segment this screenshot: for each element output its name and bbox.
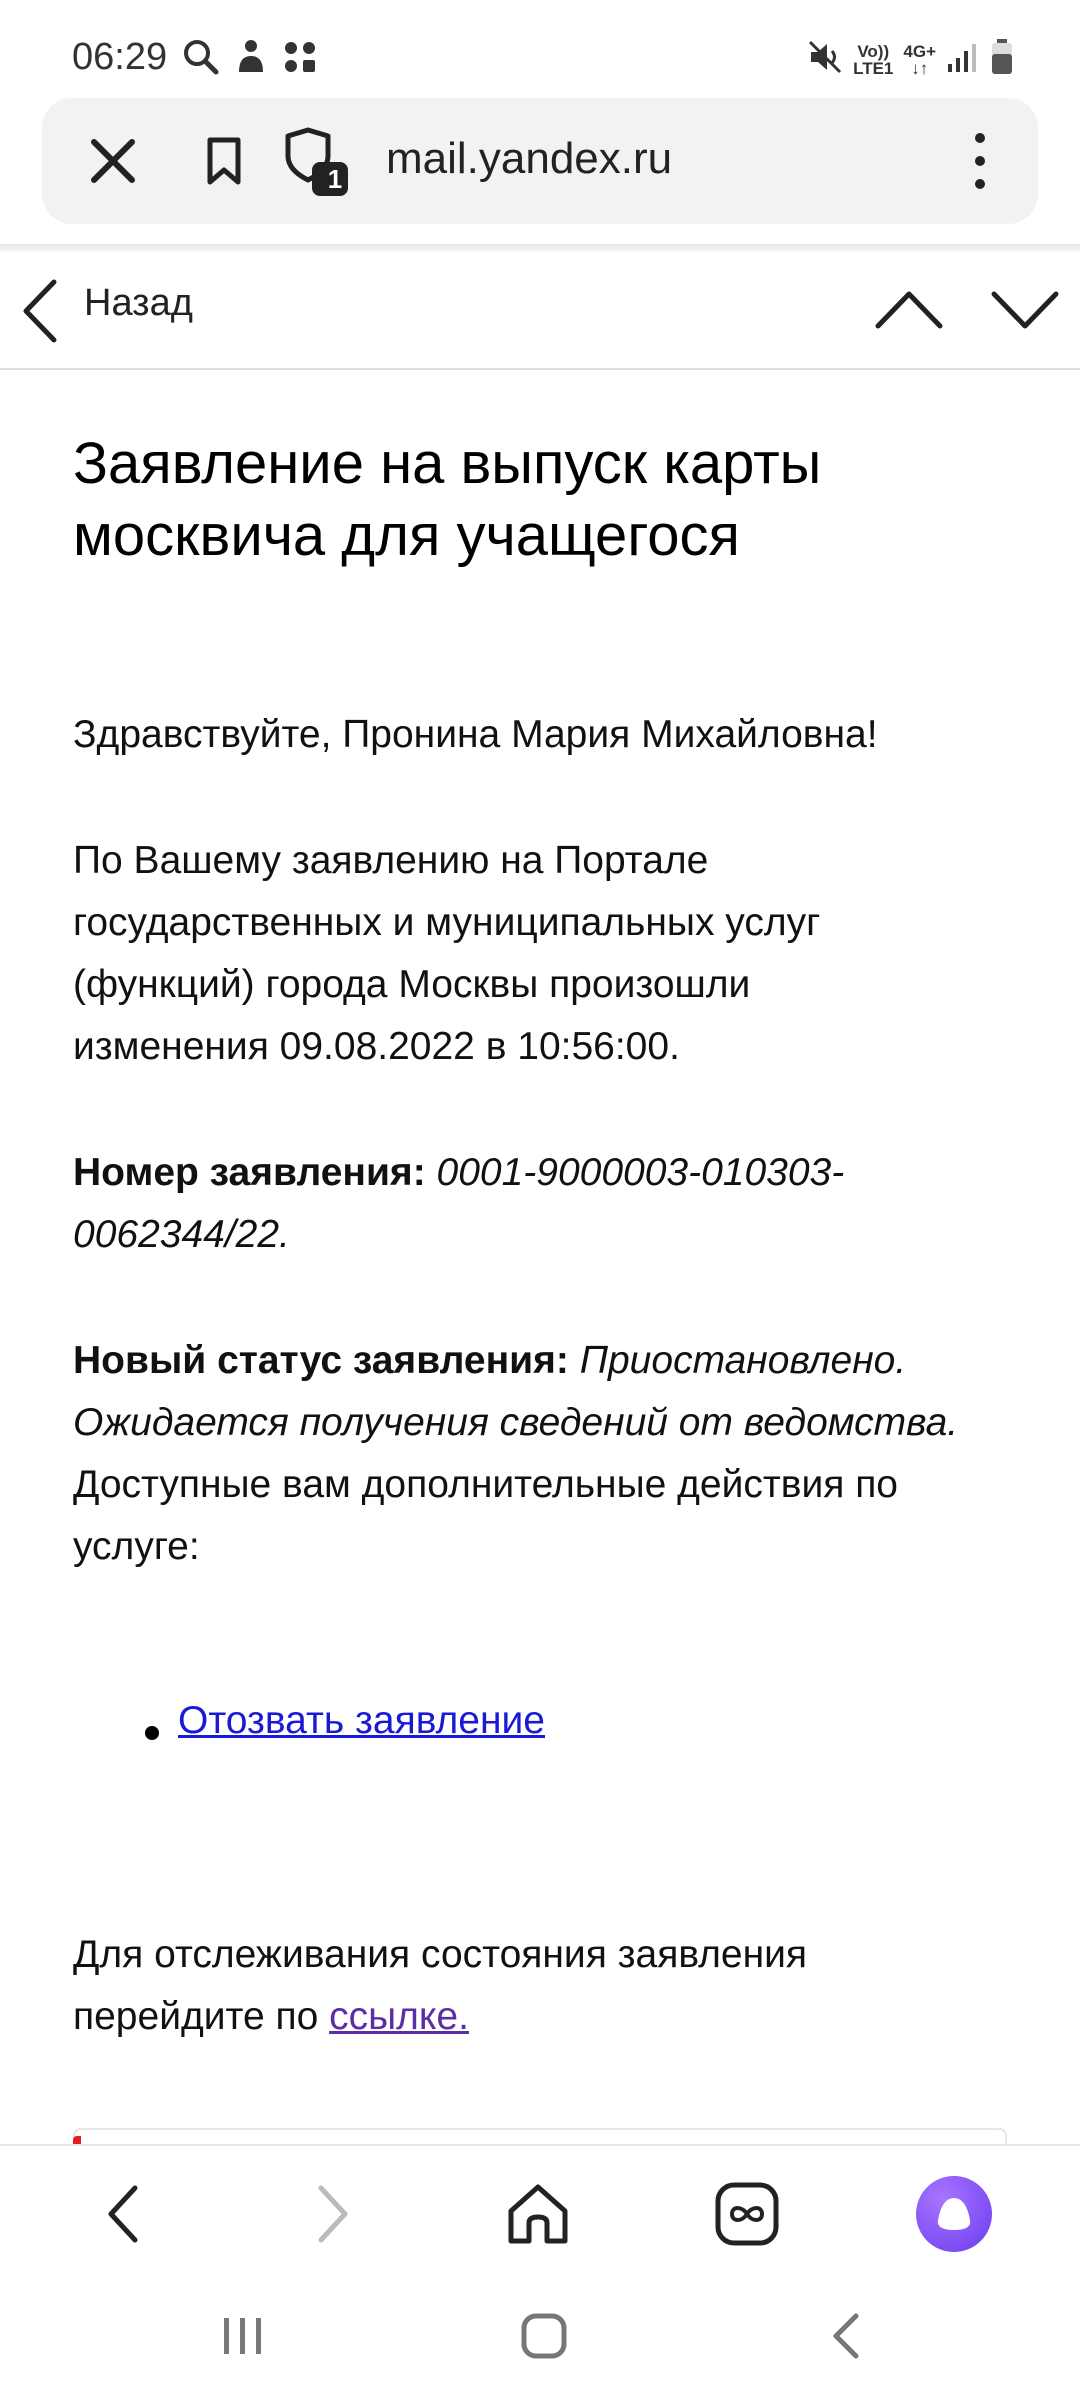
chevron-left-icon	[99, 2182, 149, 2246]
bookmark-button[interactable]	[194, 130, 254, 192]
recents-button[interactable]	[218, 2314, 268, 2363]
home-square-icon	[520, 2312, 568, 2360]
volte-label: Vo))	[857, 41, 890, 61]
number-value-cont: 0062344/22.	[73, 1213, 290, 1256]
signal-icon	[946, 40, 980, 79]
close-button[interactable]	[80, 128, 146, 194]
recents-icon	[218, 2314, 268, 2358]
tabs-count: 1	[327, 164, 343, 194]
number-label: Номер заявления:	[73, 1151, 426, 1194]
status-value: Приостановлено.	[579, 1339, 907, 1382]
apps-icon	[282, 39, 318, 80]
more-menu-button[interactable]	[960, 128, 1000, 194]
shield-tabs-icon	[282, 124, 362, 200]
actions-line: услуге:	[73, 1525, 200, 1568]
body-line: государственных и муниципальных услуг	[73, 901, 821, 944]
chevron-down-icon	[988, 284, 1062, 340]
status-time: 06:29	[72, 36, 168, 78]
battery-icon	[990, 38, 1014, 81]
back-label[interactable]: Назад	[84, 282, 193, 324]
url-text[interactable]: mail.yandex.ru	[386, 134, 673, 183]
browser-forward-button[interactable]	[292, 2174, 372, 2254]
network-label: 4G+	[903, 41, 936, 61]
body-line: По Вашему заявлению на Портале	[73, 839, 709, 882]
body-paragraph	[73, 830, 1033, 1078]
tracking-paragraph	[73, 1924, 1033, 2048]
alice-icon	[916, 2176, 992, 2252]
chevron-left-icon	[16, 278, 66, 344]
chevron-up-icon	[872, 280, 946, 336]
list-bullet	[145, 1726, 159, 1740]
status-value-cont: Ожидается получения сведений от ведомства.	[73, 1401, 959, 1444]
withdraw-application-link[interactable]: Отозвать заявление	[178, 1699, 545, 1742]
mute-icon	[807, 39, 843, 80]
data-arrows-icon: ↓↑	[911, 58, 929, 78]
number-value: 0001-9000003-010303-	[436, 1151, 845, 1194]
system-back-button[interactable]	[826, 2310, 866, 2367]
tracking-link[interactable]: ссылке.	[329, 1995, 469, 2038]
home-button[interactable]	[498, 2174, 578, 2254]
protect-button[interactable]	[282, 124, 362, 200]
application-status	[73, 1330, 1033, 1454]
search-icon	[182, 38, 220, 81]
more-icon	[960, 128, 1000, 194]
system-navigation-bar	[0, 2274, 1080, 2400]
mail-nav-bar	[0, 252, 1080, 370]
action-item	[178, 1690, 978, 1752]
lte-label: LTE1	[853, 58, 894, 78]
tabs-infinity-icon	[714, 2181, 780, 2247]
status-left-icons	[182, 38, 318, 81]
chevron-right-icon	[307, 2182, 357, 2246]
back-button[interactable]	[16, 278, 66, 344]
greeting: Здравствуйте, Пронина Мария Михайловна!	[73, 713, 878, 756]
tracking-line: перейдите по	[73, 1995, 319, 2038]
next-message-button[interactable]	[988, 284, 1062, 340]
body-line: изменения 09.08.2022 в 10:56:00.	[73, 1025, 680, 1068]
email-subject: Заявление на выпуск карты москвича для учащегося	[73, 431, 822, 568]
home-icon	[503, 2179, 573, 2249]
chevron-left-icon	[826, 2310, 866, 2362]
person-icon	[234, 38, 268, 81]
status-right-icons	[807, 38, 1014, 81]
bookmark-icon	[194, 130, 254, 192]
tabs-button[interactable]	[707, 2174, 787, 2254]
url-bar	[42, 98, 1038, 224]
actions-line: Доступные вам дополнительные действия по	[73, 1463, 898, 1506]
network-indicator	[903, 43, 936, 77]
actions-paragraph	[73, 1454, 1033, 1578]
body-line: (функций) города Москвы произошли	[73, 963, 751, 1006]
close-icon	[80, 128, 146, 194]
system-home-button[interactable]	[520, 2312, 568, 2365]
browser-back-button[interactable]	[84, 2174, 164, 2254]
status-label: Новый статус заявления:	[73, 1339, 569, 1382]
alice-assistant-button[interactable]	[916, 2176, 992, 2252]
browser-toolbar	[0, 2144, 1080, 2274]
status-bar	[0, 0, 1080, 96]
tracking-line: Для отслеживания состояния заявления	[73, 1933, 808, 1976]
volte-indicator	[853, 43, 893, 77]
divider	[0, 244, 1080, 252]
application-number	[73, 1142, 1033, 1266]
previous-message-button[interactable]	[872, 280, 946, 336]
